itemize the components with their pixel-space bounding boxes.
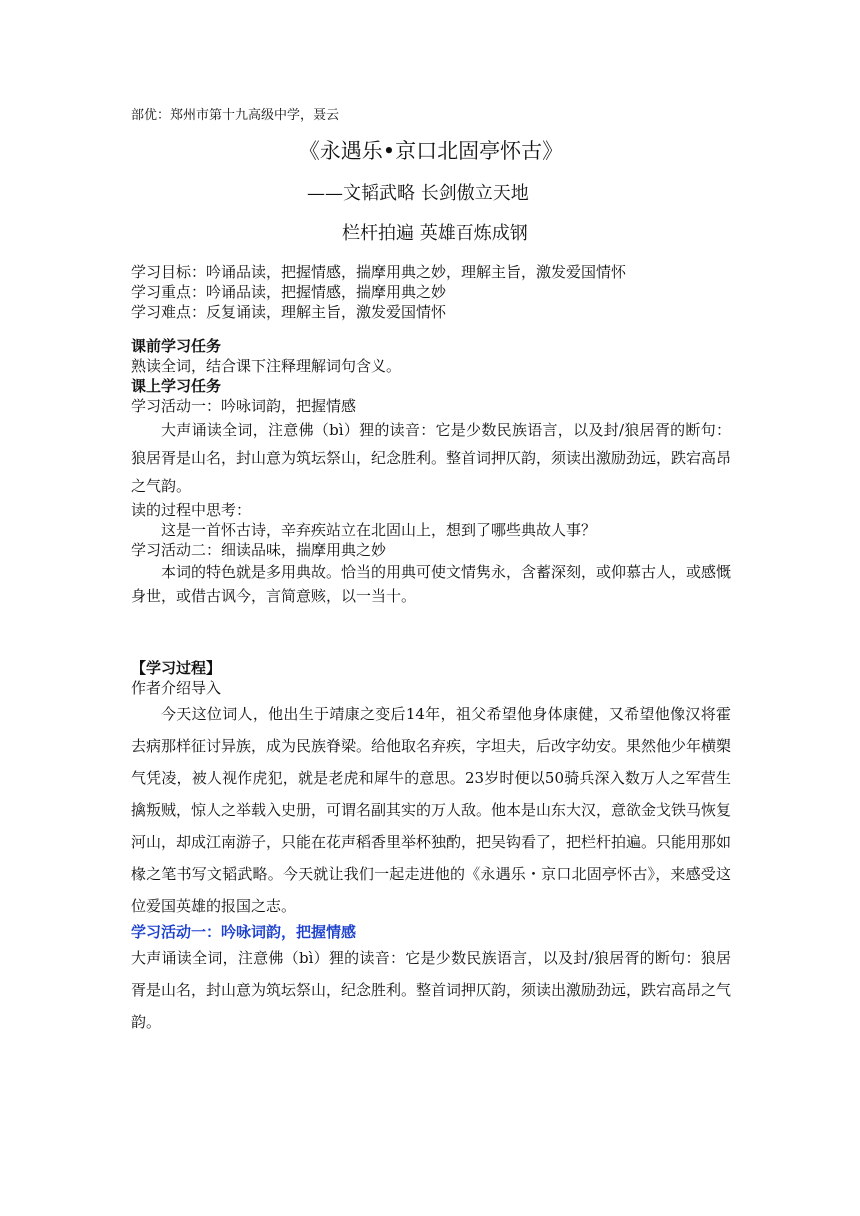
document-content: [131, 106, 731, 1038]
author-intro-label: 作者介绍导入: [131, 679, 222, 697]
subtitle-line-1: ——文韬武略 长剑傲立天地: [307, 183, 529, 204]
author-line: 部优：郑州市第十九高级中学，聂云: [131, 108, 340, 123]
in-class-heading: 课上学习任务: [131, 377, 222, 395]
subtitle-line-2: 栏杆拍遍 英雄百炼成钢: [342, 223, 528, 244]
spacer: [131, 608, 731, 658]
in-class-activity-1-title: 学习活动一：吟咏词韵，把握情感: [131, 397, 357, 415]
process-activity-1-title: 学习活动一：吟咏词韵，把握情感: [131, 923, 357, 941]
spacer: [131, 322, 731, 336]
think-label: 读的过程中思考：: [131, 501, 252, 519]
in-class-activity-1-text: 大声诵读全词，注意佛（bì）狸的读音：它是少数民族语言，以及封/狼居胥的断句：狼居胥是山名，封山意为筑坛祭山，纪念胜利。整首词押仄韵，须读出激励劲远，跌宕高昂之气韵。: [131, 421, 732, 495]
in-class-activity-2-title: 学习活动二：细读品味，揣摩用典之妙: [131, 541, 387, 559]
learning-objective: 学习目标：吟诵品读，把握情感，揣摩用典之妙，理解主旨，激发爱国情怀: [131, 263, 627, 281]
learning-difficulty: 学习难点：反复诵读，理解主旨，激发爱国情怀: [131, 303, 447, 321]
think-question: 这是一首怀古诗，辛弃疾站立在北固山上，想到了哪些典故人事？: [161, 521, 597, 539]
process-activity-1-text: 大声诵读全词，注意佛（bì）狸的读音：它是少数民族语言，以及封/狼居胥的断句：狼居胥是山名，封山意为筑坛祭山，纪念胜利。整首词押仄韵，须读出激励劲远，跌宕高昂之气韵。: [131, 949, 732, 1031]
pre-class-task: 熟读全词，结合课下注释理解词句含义。: [131, 357, 402, 375]
page-title: 《永遇乐•京口北固亭怀古》: [298, 139, 564, 163]
author-intro-text: 今天这位词人，他出生于靖康之变后14年，祖父希望他身体康健，又希望他像汉将霍去病那样征讨异族，成为民族脊梁。给他取名弃疾，字坦夫，后改字幼安。果然他少年横槊气凭凌，被人视作虎犯，就是老虎和犀牛的意思。23岁时便以50骑兵深入数万人之军营生擒叛贼，惊人之举载入史册，可谓名副其实的万人敌。他本是山东大汉，意欲金戈铁马恢复河山，却成江南游子，只能在花声稻香里举杯独酌，把吴钩看了，把栏杆拍遍。只能用那如椽之笔书写文韬武略。今天就让我们一起走进他的《永遇乐・京口北固亭怀古》，来感受这位爱国英雄的报国之志。: [131, 705, 732, 915]
in-class-activity-2-text: 本词的特色就是多用典故。恰当的用典可使文情隽永，含蓄深刻，或仰慕古人，或感慨身世，或借古讽今，言简意赅，以一当十。: [131, 563, 732, 605]
process-heading: 【学习过程】: [131, 659, 222, 677]
learning-key-point: 学习重点：吟诵品读，把握情感，揣摩用典之妙: [131, 283, 447, 301]
pre-class-heading: 课前学习任务: [131, 337, 222, 355]
